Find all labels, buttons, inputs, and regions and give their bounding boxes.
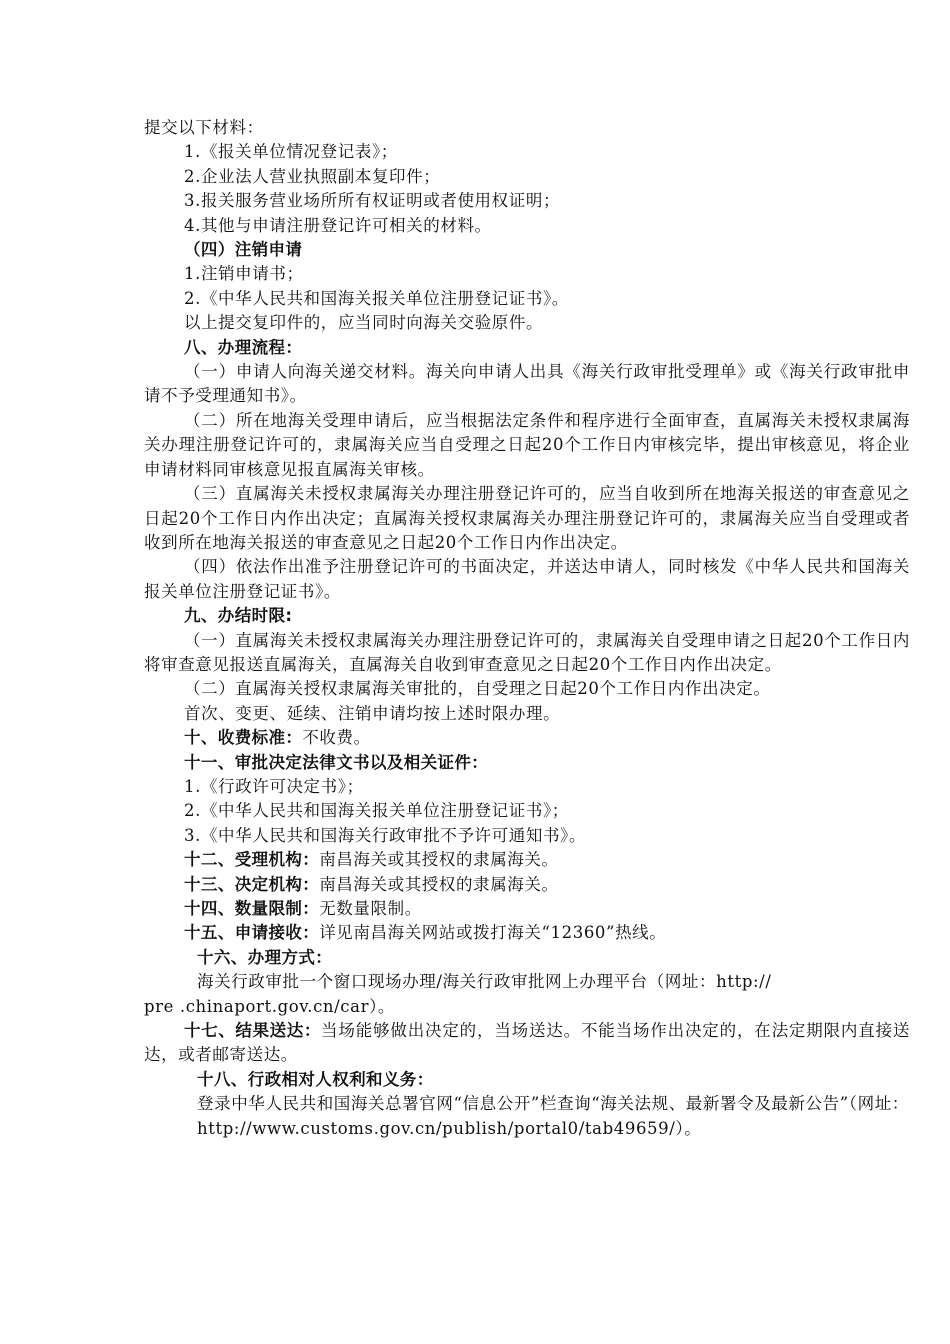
section-heading: 十六、办理方式：: [197, 947, 333, 967]
section-label: 十七、结果送达：: [184, 1021, 322, 1041]
section-line: [144, 726, 910, 750]
paragraph: （四）依法作出准予注册登记许可的书面决定，并送达申请人，同时核发《中华人民共和国海关报关单位注册登记证书》。: [144, 557, 910, 601]
paragraph: （二）所在地海关受理申请后，应当根据法定条件和程序进行全面审查，直属海关未授权隶属海关办理注册登记许可的，隶属海关应当自受理之日起20个工作日内审核完毕，提出审核意见，将企业申请材料同审核意见报直属海关审核。: [144, 410, 910, 479]
section-text: 不收费。: [302, 728, 371, 748]
list-item: 2.企业法人营业执照副本复印件；: [184, 166, 441, 186]
section-text: 南昌海关或其授权的隶属海关。: [319, 850, 559, 870]
section-text: 当场能够做出决定的，当场送达。不能当场作出决定的，在法定期限内直接送达，或者邮寄送达。: [144, 1021, 911, 1065]
list-item: 3.《中华人民共和国海关行政审批不予许可通知书》。: [184, 825, 586, 845]
section-line: [144, 897, 910, 921]
section-line: [144, 848, 910, 872]
section-label: 十五、申请接收：: [184, 923, 320, 943]
paragraph: 登录中华人民共和国海关总署官网“信息公开”栏查询“海关法规、最新署令及最新公告”（网址：: [197, 1094, 909, 1114]
section-heading: 十八、行政相对人权利和义务：: [197, 1069, 434, 1089]
paragraph: 提交以下材料：: [144, 118, 264, 137]
list-item: 2.《中华人民共和国海关报关单位注册登记证书》。: [184, 288, 569, 308]
section-line: [144, 921, 910, 945]
list-item: 1.《行政许可决定书》；: [184, 776, 364, 796]
section-text: 南昌海关或其授权的隶属海关。: [319, 874, 559, 894]
section-label: 十四、数量限制：: [184, 899, 320, 918]
list-item: 3.报关服务营业场所所有权证明或者使用权证明；: [184, 191, 561, 211]
paragraph: （一）申请人向海关递交材料。海关向申请人出具《海关行政审批受理单》或《海关行政审批申请不予受理通知书》。: [144, 362, 910, 406]
document-body: [144, 116, 910, 1141]
section-heading: 八、办理流程：: [184, 337, 303, 357]
section-text: 详见南昌海关网站或拨打海关“12360”热线。: [319, 923, 667, 943]
subsection-heading: （四）注销申请: [184, 240, 303, 260]
section-heading: 九、办结时限:: [184, 606, 293, 626]
list-item: 1.注销申请书；: [184, 264, 304, 284]
section-label: 十二、受理机构：: [184, 850, 320, 870]
paragraph: （三）直属海关未授权隶属海关办理注册登记许可的，应当自收到所在地海关报送的审查意见之日起20个工作日内作出决定；直属海关授权隶属海关办理注册登记许可的，隶属海关应当自受理或者收到所在地海关报送的审查意见之日起20个工作日内作出决定。: [144, 484, 910, 552]
paragraph: （二）直属海关授权隶属海关审批的，自受理之日起20个工作日内作出决定。: [184, 679, 771, 699]
section-text: 无数量限制。: [319, 899, 422, 918]
list-item: 4.其他与申请注册登记许可相关的材料。: [184, 215, 492, 235]
section-label: 十、收费标准：: [184, 728, 303, 748]
customs-url: http://www.customs.gov.cn/publish/portal0/tab49659/）。: [197, 1118, 702, 1138]
section-label: 十三、决定机构：: [184, 874, 320, 894]
paragraph: 海关行政审批一个窗口现场办理/海关行政审批网上办理平台（网址：http://: [197, 972, 772, 992]
paragraph: 以上提交复印件的，应当同时向海关交验原件。: [184, 313, 544, 333]
section-heading: 十一、审批决定法律文书以及相关证件：: [184, 752, 489, 772]
paragraph: 首次、变更、延续、注销申请均按上述时限办理。: [184, 703, 561, 723]
section-line: [144, 1019, 910, 1068]
list-item: 2.《中华人民共和国海关报关单位注册登记证书》；: [184, 801, 569, 821]
paragraph: （一）直属海关未授权隶属海关办理注册登记许可的，隶属海关自受理申请之日起20个工作日内将审查意见报送直属海关，直属海关自收到审查意见之日起20个工作日内作出决定。: [144, 630, 910, 674]
list-item: 1.《报关单位情况登记表》；: [184, 142, 398, 162]
url-continuation: pre .chinaport.gov.cn/car）。: [144, 996, 396, 1016]
section-line: [144, 873, 910, 897]
